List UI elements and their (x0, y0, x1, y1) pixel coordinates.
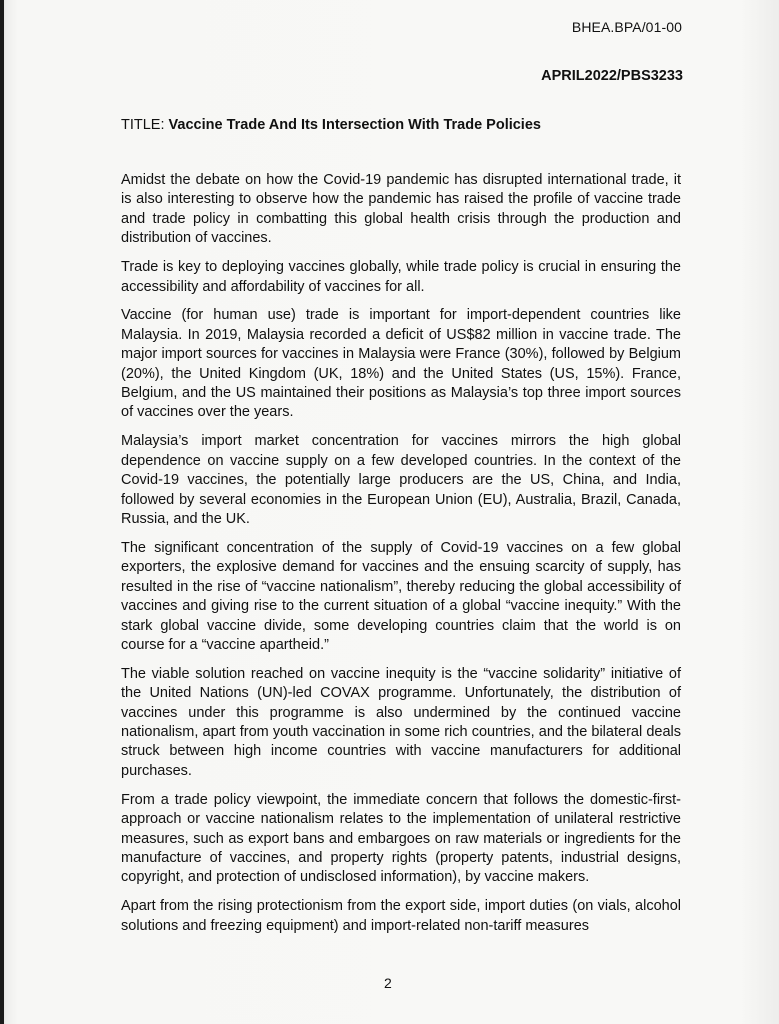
document-code: APRIL2022/PBS3233 (541, 68, 683, 84)
paragraph: Malaysia’s import market concentration for vaccines mirrors the high global dependence on vaccine supply on a few developed countries. In the context of the Covid-19 vaccines, the potentially large producers are the US, China, and India, followed by several economies in the European Union (EU), Australia, Brazil, Canada, Russia, and the UK. (121, 433, 681, 527)
reference-code: BHEA.BPA/01-00 (571, 19, 682, 35)
paragraph: Amidst the debate on how the Covid-19 pandemic has disrupted international trade, it is also interesting to observe how the pandemic has raised the profile of vaccine trade and trade policy in combatting this global health crisis through the production and distribution of vaccines. (121, 172, 681, 247)
title-prefix: TITLE: (121, 117, 169, 133)
paragraph: Trade is key to deploying vaccines globally, while trade policy is crucial in ensuring the accessibility and affordability of vaccines for all. (121, 259, 681, 295)
paragraph: Vaccine (for human use) trade is important for import-dependent countries like Malaysia. In 2019, Malaysia recorded a deficit of US$82 million in vaccine trade. The major import sources for vaccines in Malaysia were France (30%), followed by Belgium (20%), the United Kingdom (UK, 18%) and the United States (US, 15%). France, Belgium, and the US maintained their positions as Malaysia’s top three import sources of vaccines over the years. (121, 307, 681, 421)
paragraph: Apart from the rising protectionism from the export side, import duties (on vials, alcohol solutions and freezing equipment) and import-related non-tariff measures (121, 898, 681, 934)
document-title (121, 117, 541, 133)
document-body (121, 171, 681, 946)
paragraph: From a trade policy viewpoint, the immediate concern that follows the domestic-first-approach or vaccine nationalism relates to the implementation of unilateral restrictive measures, such as export bans and embargoes on raw materials or ingredients for the manufacture of vaccines, and property rights (property patents, industrial designs, copyright, and protection of undisclosed information), by vaccine makers. (121, 791, 681, 886)
paragraph: The significant concentration of the supply of Covid-19 vaccines on a few global exporters, the explosive demand for vaccines and the ensuing scarcity of supply, has resulted in the rise of “vaccine nationalism”, thereby reducing the global accessibility of vaccines and giving rise to the current situation of a global “vaccine inequity.” With the stark global vaccine divide, some developing countries claim that the world is on course for a “vaccine apartheid.” (121, 539, 681, 653)
paragraph: The viable solution reached on vaccine inequity is the “vaccine solidarity” initiative of the United Nations (UN)-led COVAX programme. Unfortunately, the distribution of vaccines under this programme is also undermined by the continued vaccine nationalism, apart from youth vaccination in some rich countries, and the bilateral deals struck between high income countries with vaccine manufacturers for additional purchases. (121, 665, 681, 779)
page-number: 2 (384, 975, 392, 991)
page-edge-shadow (0, 0, 4, 1024)
title-text: Vaccine Trade And Its Intersection With Trade Policies (168, 117, 541, 133)
